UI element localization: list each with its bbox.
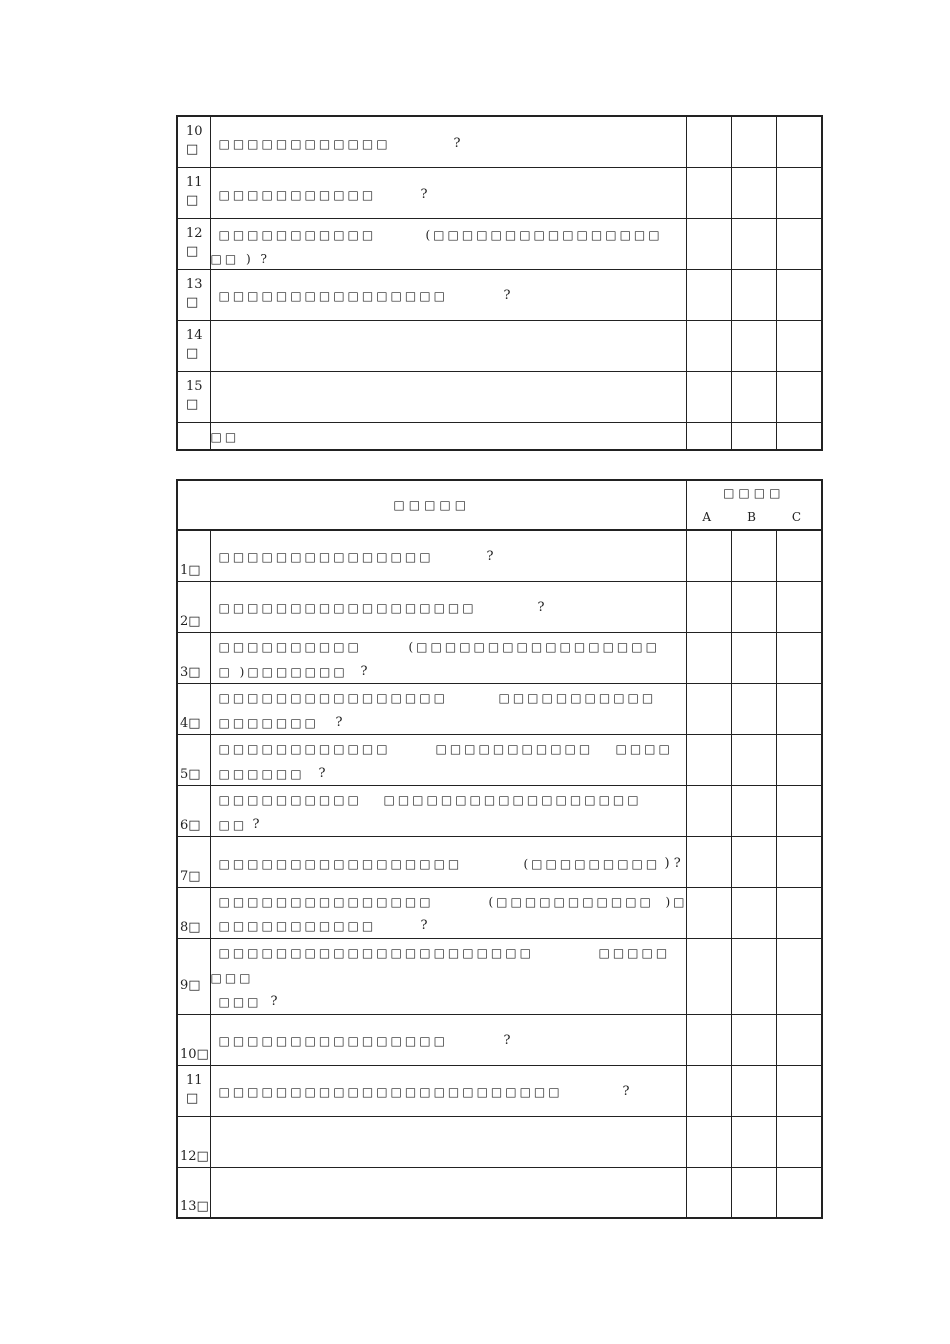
row-number: 2□ [177,581,210,632]
answer-cell-a[interactable] [686,887,731,938]
table-row [177,836,822,887]
question-cell: □□□□□□□□□□□□□□□□□□□□□□ □□□□□ □□□ □□□ ? [210,938,686,1014]
table-row [177,1116,822,1167]
answer-cell-a[interactable] [686,1014,731,1065]
answer-cell-b[interactable] [731,530,776,581]
answer-cell-b[interactable] [731,734,776,785]
row-number: 10 □ [177,116,210,167]
question-cell [210,1167,686,1218]
answer-cell-a[interactable] [686,269,731,320]
answer-cell-c[interactable] [776,887,822,938]
table-row [177,218,822,269]
answer-cell-a[interactable] [686,734,731,785]
table-row [177,320,822,371]
answer-cell-b[interactable] [731,1014,776,1065]
answer-cell-c[interactable] [776,734,822,785]
answer-cell-a[interactable] [686,785,731,836]
question-cell: □□□□□□□□□□□□ □□□□□□□□□□□ □□□□ □□□□□□ ? [210,734,686,785]
answer-cell-a[interactable] [686,1116,731,1167]
answer-cell-c[interactable] [776,422,822,450]
question-cell: □□□□□□□□□□□□□□□□□□□□□□□□ ? [210,1065,686,1116]
table-row [177,530,822,581]
question-cell: □□□□□□□□□□□□□□□ ? [210,530,686,581]
answer-cell-c[interactable] [776,167,822,218]
table-row [177,734,822,785]
answer-cell-b[interactable] [731,632,776,683]
table-row [177,683,822,734]
header-title: □□□□□ [177,480,686,530]
answer-cell-c[interactable] [776,785,822,836]
question-cell: □□□□□□□□□□□□□□□□ ? [210,269,686,320]
answer-cell-a[interactable] [686,116,731,167]
row-number: 14 □ [177,320,210,371]
table-row [177,887,822,938]
answer-cell-c[interactable] [776,530,822,581]
row-number: 15 □ [177,371,210,422]
answer-cell-a[interactable] [686,167,731,218]
table-footer-row [177,422,822,450]
row-number: 5□ [177,734,210,785]
answer-cell-c[interactable] [776,581,822,632]
row-number: 11 □ [177,167,210,218]
answer-cell-a[interactable] [686,320,731,371]
answer-cell-c[interactable] [776,938,822,1014]
header-col-a: A [686,505,731,530]
answer-cell-c[interactable] [776,1167,822,1218]
question-cell: □□□□□□□□□□□□□□□□□□ ? [210,581,686,632]
answer-cell-b[interactable] [731,371,776,422]
table-row [177,938,822,1014]
table-row [177,581,822,632]
answer-cell-b[interactable] [731,269,776,320]
question-cell [210,371,686,422]
row-number: 11 □ [177,1065,210,1116]
row-number: 10□ [177,1014,210,1065]
checklist-table [176,479,823,1219]
answer-cell-a[interactable] [686,530,731,581]
answer-cell-c[interactable] [776,1014,822,1065]
answer-cell-a[interactable] [686,938,731,1014]
question-cell: □□□□□□□□□□□□ ? [210,116,686,167]
table-row [177,632,822,683]
answer-cell-a[interactable] [686,371,731,422]
table-row [177,116,822,167]
row-number: 3□ [177,632,210,683]
table-row [177,785,822,836]
answer-cell-c[interactable] [776,1116,822,1167]
answer-cell-c[interactable] [776,320,822,371]
table-row [177,1014,822,1065]
table-row [177,167,822,218]
row-number: 9□ [177,938,210,1014]
question-cell [210,1116,686,1167]
answer-cell-c[interactable] [776,1065,822,1116]
footer-label-cell: □□ [210,422,686,450]
footer-empty-cell [177,422,210,450]
question-cell: □□□□□□□□□□□□□□□ (□□□□□□□□□□□ )□ □□□□□□□□□□□ ? [210,887,686,938]
answer-cell-b[interactable] [731,1116,776,1167]
header-col-b: B [731,505,776,530]
row-number: 13 □ [177,269,210,320]
question-cell: □□□□□□□□□□□ (□□□□□□□□□□□□□□□□ □□ ) ? [210,218,686,269]
checklist-table-continued [176,115,823,451]
answer-cell-a[interactable] [686,218,731,269]
question-cell: □□□□□□□□□□ (□□□□□□□□□□□□□□□□□ □ )□□□□□□□ ? [210,632,686,683]
row-number: 12□ [177,1116,210,1167]
question-cell: □□□□□□□□□□□□□□□□ ? [210,1014,686,1065]
answer-cell-a[interactable] [686,632,731,683]
table-row [177,371,822,422]
answer-cell-c[interactable] [776,116,822,167]
answer-cell-b[interactable] [731,422,776,450]
row-number: 4□ [177,683,210,734]
table-header-row [177,480,822,505]
question-cell: □□□□□□□□□□ □□□□□□□□□□□□□□□□□□ □□ ? [210,785,686,836]
answer-cell-a[interactable] [686,1167,731,1218]
answer-cell-c[interactable] [776,632,822,683]
answer-cell-a[interactable] [686,683,731,734]
answer-cell-b[interactable] [731,1167,776,1218]
answer-cell-a[interactable] [686,422,731,450]
answer-cell-b[interactable] [731,581,776,632]
row-number: 12 □ [177,218,210,269]
answer-cell-b[interactable] [731,683,776,734]
question-cell: □□□□□□□□□□□□□□□□ □□□□□□□□□□□ □□□□□□□ ? [210,683,686,734]
answer-cell-c[interactable] [776,269,822,320]
answer-cell-c[interactable] [776,218,822,269]
table-row [177,1167,822,1218]
table-row [177,269,822,320]
answer-cell-b[interactable] [731,167,776,218]
header-group: □□□□ [686,480,822,505]
table-row [177,1065,822,1116]
answer-cell-b[interactable] [731,218,776,269]
answer-cell-c[interactable] [776,371,822,422]
row-number: 1□ [177,530,210,581]
answer-cell-a[interactable] [686,1065,731,1116]
row-number: 7□ [177,836,210,887]
answer-cell-b[interactable] [731,938,776,1014]
answer-cell-b[interactable] [731,1065,776,1116]
answer-cell-a[interactable] [686,581,731,632]
row-number: 8□ [177,887,210,938]
header-col-c: C [776,505,822,530]
answer-cell-a[interactable] [686,836,731,887]
answer-cell-b[interactable] [731,785,776,836]
question-cell: □□□□□□□□□□□ ? [210,167,686,218]
question-cell: □□□□□□□□□□□□□□□□□ (□□□□□□□□□ ) ? [210,836,686,887]
answer-cell-b[interactable] [731,320,776,371]
answer-cell-b[interactable] [731,887,776,938]
answer-cell-b[interactable] [731,116,776,167]
question-cell [210,320,686,371]
answer-cell-c[interactable] [776,836,822,887]
row-number: 13□ [177,1167,210,1218]
row-number: 6□ [177,785,210,836]
answer-cell-b[interactable] [731,836,776,887]
answer-cell-c[interactable] [776,683,822,734]
